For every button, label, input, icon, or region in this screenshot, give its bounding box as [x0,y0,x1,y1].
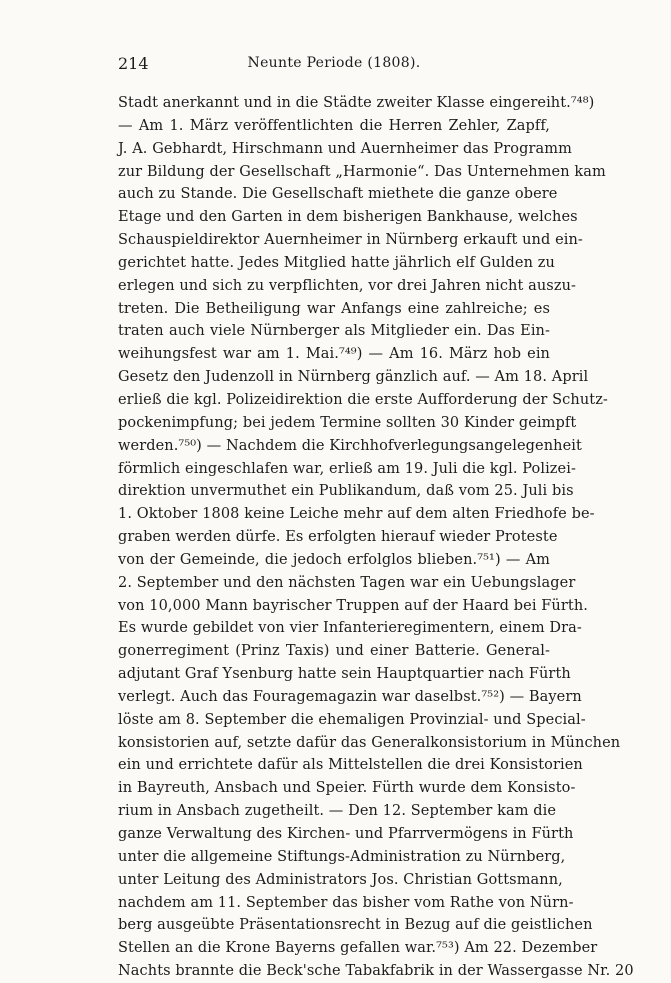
text-line: gonerregiment (Prinz Taxis) und einer Batterie. General- [118,643,550,660]
text-line: erlegen und sich zu verpflichten, vor drei Jahren nicht auszu- [118,277,577,294]
text-line: konsistorien auf, setzte dafür das Generalkonsistorium in München [118,734,621,751]
text-line: J. A. Gebhardt, Hirschmann und Auernheimer das Programm [118,140,572,157]
text-line: ein und errichtete dafür als Mittelstellen die drei Konsistorien [118,757,583,774]
text-line: graben werden dürfe. Es erfolgten hierauf wieder Proteste [118,529,558,546]
body-text [118,92,634,983]
text-line: gerichtet hatte. Jedes Mitglied hatte jährlich elf Gulden zu [118,254,555,271]
text-line: Gesetz den Judenzoll in Nürnberg gänzlich auf. — Am 18. April [118,369,589,386]
text-line: Etage und den Garten in dem bisherigen Bankhause, welches [118,209,578,226]
text-line: 2. September und den nächsten Tagen war ein Uebungslager [118,574,576,591]
page-number: 214 [118,54,149,73]
text-line: erließ die kgl. Polizeidirektion die erste Aufforderung der Schutz- [118,391,608,408]
page-header [118,54,550,78]
text-line: adjutant Graf Ysenburg hatte sein Hauptquartier nach Fürth [118,666,571,683]
text-line: von 10,000 Mann bayrischer Truppen auf der Haard bei Fürth. [118,597,588,614]
text-line: auch zu Stande. Die Gesellschaft miethete die ganze obere [118,186,558,203]
running-title: Neunte Periode (1808). [247,55,421,71]
text-line: Stadt anerkannt und in die Städte zweiter Klasse eingereiht.⁷⁴⁸) [118,95,595,111]
text-line: Es wurde gebildet von vier Infanterieregimentern, einem Dra- [118,620,582,637]
text-line: ganze Verwaltung des Kirchen- und Pfarrvermögens in Fürth [118,826,574,842]
text-line: Stellen an die Krone Bayerns gefallen war.⁷⁵³) Am 22. Dezember [118,940,598,957]
text-line: unter die allgemeine Stiftungs-Administration zu Nürnberg, [118,848,566,865]
text-line: löste am 8. September die ehemaligen Provinzial- und Special- [118,711,586,728]
text-line: 1. Oktober 1808 keine Leiche mehr auf dem alten Friedhofe be- [118,506,595,523]
text-line: pockenimpfung; bei jedem Termine sollten 30 Kinder geimpft [118,414,577,431]
text-line: unter Leitung des Administrators Jos. Christian Gottsmann, [118,871,563,888]
text-line: Nachts brannte die Beck'sche Tabakfabrik in der Wassergasse Nr. 20 [118,963,634,980]
text-line: weihungsfest war am 1. Mai.⁷⁴⁹) — Am 16. März hob ein [118,346,550,363]
text-line: förmlich eingeschlafen war, erließ am 19. Juli die kgl. Polizei- [118,460,576,477]
text-line: in Bayreuth, Ansbach und Speier. Fürth wurde dem Konsisto- [118,780,576,797]
text-line: zur Bildung der Gesellschaft „Harmonie“. Das Unternehmen kam [118,163,606,180]
text-line: verlegt. Auch das Fouragemagazin war daselbst.⁷⁵²) — Bayern [118,688,582,705]
text-line: nachdem am 11. September das bisher vom Rathe von Nürn- [118,894,574,911]
text-line: rium in Ansbach zugetheilt. — Den 12. September kam die [118,803,557,820]
text-line: — Am 1. März veröffentlichten die Herren Zehler, Zapff, [118,117,550,134]
text-line: direktion unvermuthet ein Publikandum, daß vom 25. Juli bis [118,483,574,500]
text-line: berg ausgeübte Präsentationsrecht in Bezug auf die geistlichen [118,917,593,934]
text-line: von der Gemeinde, die jedoch erfolglos blieben.⁷⁵¹) — Am [118,551,550,568]
text-line: traten auch viele Nürnberger als Mitglieder ein. Das Ein- [118,323,550,340]
text-line: Schauspieldirektor Auernheimer in Nürnberg erkauft und ein- [118,232,583,249]
text-line: werden.⁷⁵⁰) — Nachdem die Kirchhofverlegungsangelegenheit [118,437,582,454]
text-line: treten. Die Betheiligung war Anfangs eine zahlreiche; es [118,300,550,317]
